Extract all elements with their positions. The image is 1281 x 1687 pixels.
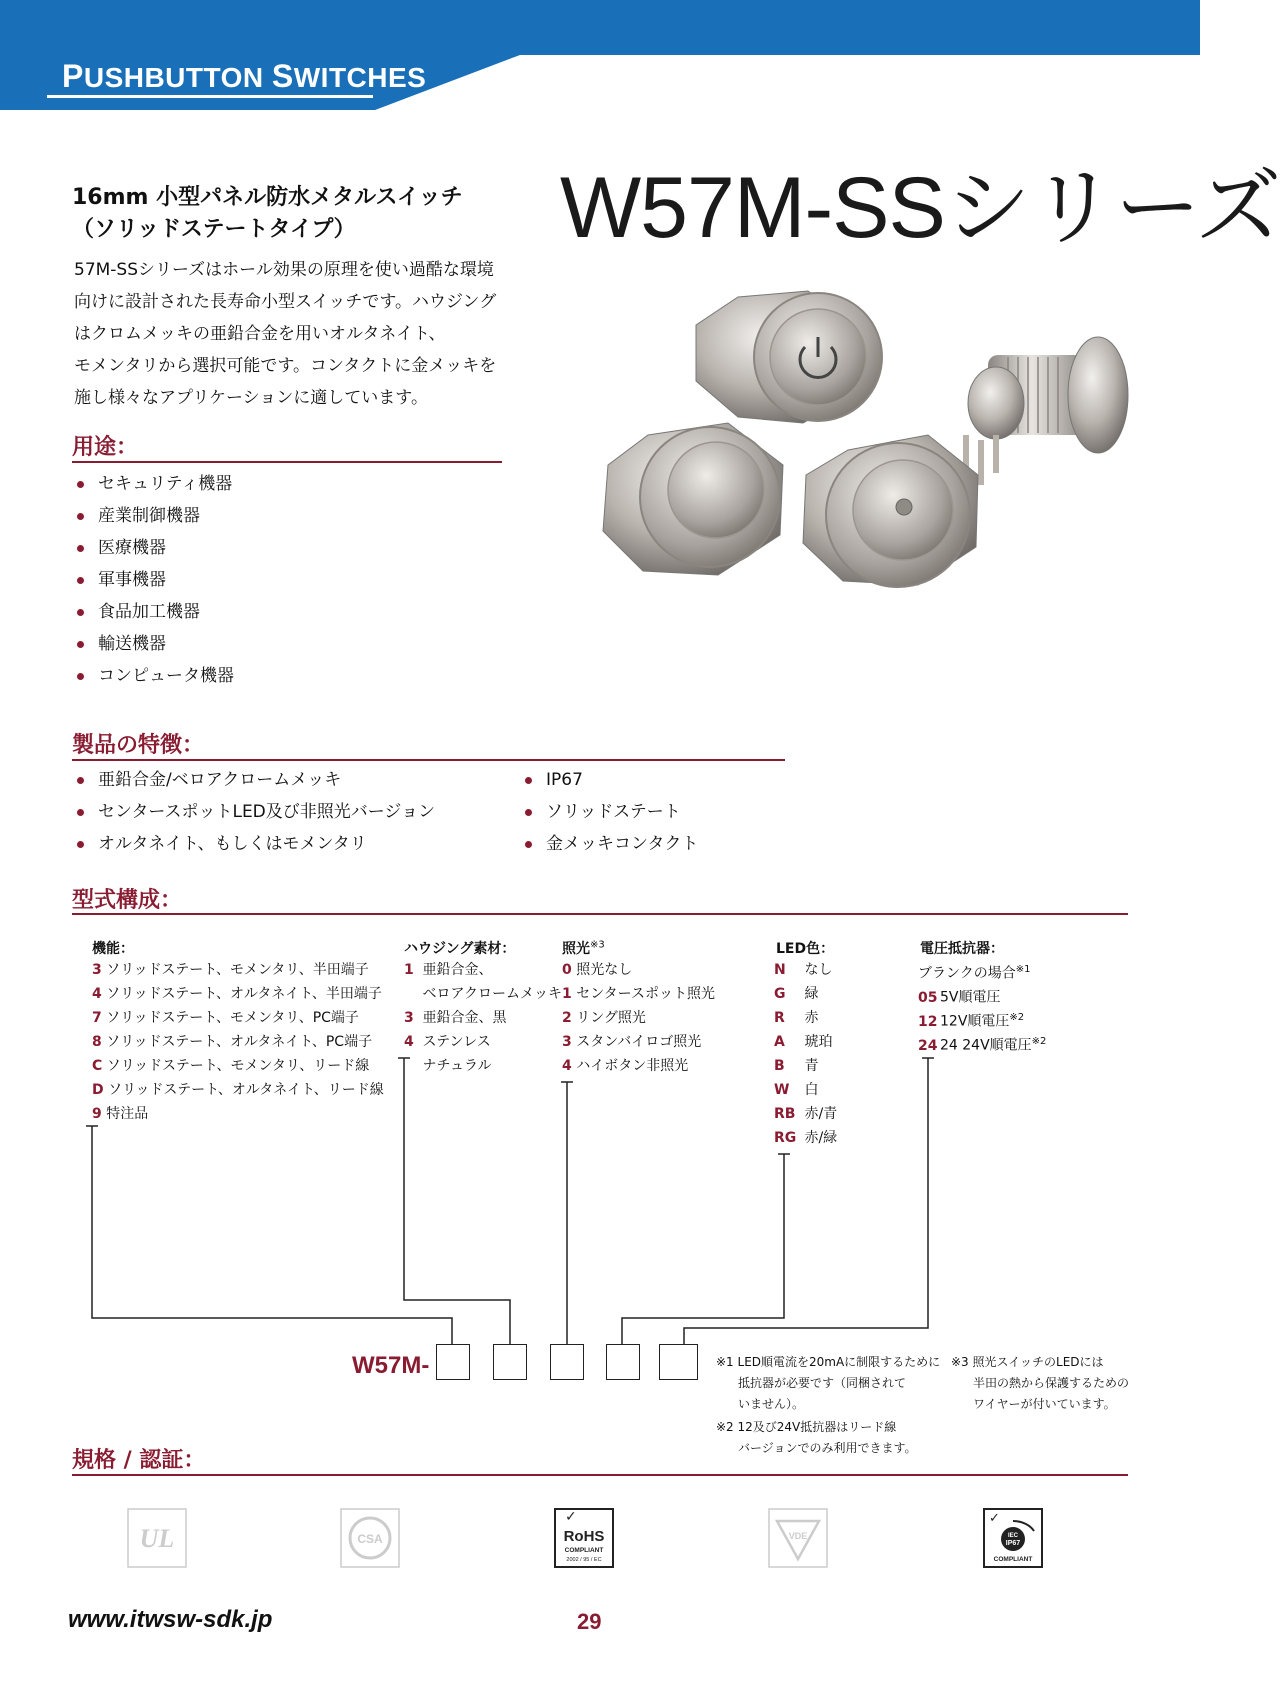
subtitle-line: 16mm 小型パネル防水メタルスイッチ xyxy=(72,185,463,210)
product-photo xyxy=(598,285,1158,625)
list-item: センタースポットLED及び非照光バージョン xyxy=(74,796,435,828)
intro-line: 57M-SSシリーズはホール効果の原理を使い過酷な環境 xyxy=(74,260,494,280)
option-row: 2 リング照光 xyxy=(562,1010,646,1026)
option-row: 0 照光なし xyxy=(562,962,633,978)
iec-compliant-text: COMPLIANT xyxy=(993,1556,1033,1563)
features-heading: 製品の特徴： xyxy=(72,733,205,758)
code-box-housing xyxy=(493,1344,527,1380)
note-3: ※3 照光スイッチのLEDには 半田の熱から保護するための ワイヤーが付いています。 xyxy=(951,1355,1130,1411)
option-row: RG 赤/緑 xyxy=(774,1130,838,1146)
option-row: D ソリッドステート、オルタネイト、リード線 xyxy=(92,1082,384,1098)
list-item: コンピュータ機器 xyxy=(74,660,234,692)
features-rule xyxy=(72,759,785,761)
option-row: 4 ステンレス xyxy=(404,1034,491,1050)
ul-recognized-icon xyxy=(126,1507,188,1569)
standards-heading: 規格 / 認証： xyxy=(72,1448,206,1473)
iec-label: IEC xyxy=(1007,1533,1019,1539)
led-color-header: LED色： xyxy=(776,941,835,957)
illumination-options xyxy=(562,958,715,1078)
rohs-directive-text: 2002 / 95 / EC xyxy=(566,1557,602,1563)
option-row: B 青 xyxy=(774,1058,819,1074)
option-row: RB 赤/青 xyxy=(774,1106,838,1122)
list-item: セキュリティ機器 xyxy=(74,468,234,500)
housing-options xyxy=(404,958,562,1078)
list-item: 亜鉛合金/ベロアクロームメッキ xyxy=(74,764,435,796)
option-row: 1 亜鉛合金、 xyxy=(404,962,493,978)
code-box-led-color xyxy=(606,1344,640,1380)
series-title: W57M-SSシリーズ xyxy=(560,160,1281,256)
csa-icon xyxy=(339,1507,401,1569)
list-item: 産業制御機器 xyxy=(74,500,234,532)
rohs-check: ✓ xyxy=(565,1509,577,1525)
model-config-rule xyxy=(72,913,1128,915)
model-config-heading: 型式構成： xyxy=(72,888,183,913)
intro-line: 施し様々なアプリケーションに適しています。 xyxy=(74,388,428,408)
ul-mark-text: UL xyxy=(139,1524,175,1553)
illumination-header: 照光$^{※3}$ xyxy=(562,939,605,957)
option-row: 1 センタースポット照光 xyxy=(562,986,715,1002)
code-box-voltage xyxy=(659,1344,698,1380)
intro-paragraph xyxy=(74,254,534,414)
code-box-illumination xyxy=(550,1344,584,1380)
option-row: W 白 xyxy=(774,1082,819,1098)
option-row: R 赤 xyxy=(774,1010,819,1026)
iec-ip67-icon xyxy=(982,1507,1044,1569)
applications-rule xyxy=(72,461,502,463)
option-row: 05 5V順電圧 xyxy=(918,989,1001,1006)
subtitle-line: （ソリッドステートタイプ） xyxy=(72,217,356,242)
voltage-header: 電圧抵抗器： xyxy=(920,941,1004,957)
list-item: IP67 xyxy=(522,764,698,796)
option-row: C ソリッドステート、モメンタリ、リード線 xyxy=(92,1058,370,1074)
option-row: ナチュラル xyxy=(422,1058,492,1074)
list-item: 金メッキコンタクト xyxy=(522,828,698,860)
option-row: 9 特注品 xyxy=(92,1106,149,1122)
note-1: ※1 LED順電流を20mAに制限するために 抵抗器が必要です（同梱されて いません）。 xyxy=(716,1355,941,1411)
features-list-left xyxy=(74,764,435,860)
note-2: ※2 12及び24V抵抗器はリード線 バージョンでのみ利用できます。 xyxy=(716,1420,917,1455)
page-number: 29 xyxy=(577,1609,602,1634)
led-color-options xyxy=(774,958,837,1150)
option-row: 24 24 24V順電圧$^{※2}$ xyxy=(918,1036,1047,1054)
footer-url[interactable]: www.itwsw-sdk.jp xyxy=(68,1606,273,1633)
option-row: 4 ハイボタン非照光 xyxy=(562,1058,689,1074)
list-item: 軍事機器 xyxy=(74,564,234,596)
list-item: 輸送機器 xyxy=(74,628,234,660)
list-item: オルタネイト、もしくはモメンタリ xyxy=(74,828,435,860)
option-row: 3 亜鉛合金、黒 xyxy=(404,1010,507,1026)
option-row: ブランクの場合$^{※1}$ xyxy=(918,964,1031,982)
list-item: 医療機器 xyxy=(74,532,234,564)
option-row: 3 スタンバイロゴ照光 xyxy=(562,1034,702,1050)
function-options xyxy=(92,958,384,1126)
iec-check: ✓ xyxy=(989,1511,1000,1526)
housing-header: ハウジング素材： xyxy=(404,941,516,957)
option-row: 7 ソリッドステート、モメンタリ、PC端子 xyxy=(92,1010,359,1026)
option-row: 3 ソリッドステート、モメンタリ、半田端子 xyxy=(92,962,369,978)
ip67-label: IP67 xyxy=(1005,1540,1021,1547)
standards-rule xyxy=(72,1474,1128,1476)
option-row: ベロアクロームメッキ xyxy=(422,986,563,1002)
header-underline xyxy=(47,95,373,98)
csa-mark-text: CSA xyxy=(357,1532,383,1546)
rohs-compliant-text: COMPLIANT xyxy=(564,1547,604,1554)
applications-heading: 用途： xyxy=(72,435,139,460)
header-title: PUSHBUTTON SWITCHES xyxy=(62,58,427,94)
rohs-label: RoHS xyxy=(563,1528,605,1545)
voltage-options xyxy=(918,958,1046,1054)
option-row: 12 12V順電圧$^{※2}$ xyxy=(918,1012,1025,1030)
vde-icon xyxy=(767,1507,829,1569)
list-item: 食品加工機器 xyxy=(74,596,234,628)
rohs-compliant-icon xyxy=(553,1507,615,1569)
applications-list xyxy=(74,468,234,692)
option-row: 8 ソリッドステート、オルタネイト、PC端子 xyxy=(92,1034,373,1050)
option-row: A 琥珀 xyxy=(774,1034,833,1050)
option-row: G 緑 xyxy=(774,986,819,1002)
features-list-right xyxy=(522,764,698,860)
intro-line: 向けに設計された長寿命小型スイッチです。ハウジング xyxy=(74,292,497,312)
vde-mark-text: VDE xyxy=(788,1531,808,1541)
product-subtitle xyxy=(72,182,542,246)
model-prefix: W57M- xyxy=(352,1352,430,1379)
function-header: 機能： xyxy=(92,941,134,957)
code-box-function xyxy=(436,1344,470,1380)
list-item: ソリッドステート xyxy=(522,796,698,828)
option-row: N なし xyxy=(774,962,833,978)
intro-line: モメンタリから選択可能です。コンタクトに金メッキを xyxy=(74,356,497,376)
option-row: 4 ソリッドステート、オルタネイト、半田端子 xyxy=(92,986,382,1002)
intro-line: はクロムメッキの亜鉛合金を用いオルタネイト、 xyxy=(74,324,446,344)
